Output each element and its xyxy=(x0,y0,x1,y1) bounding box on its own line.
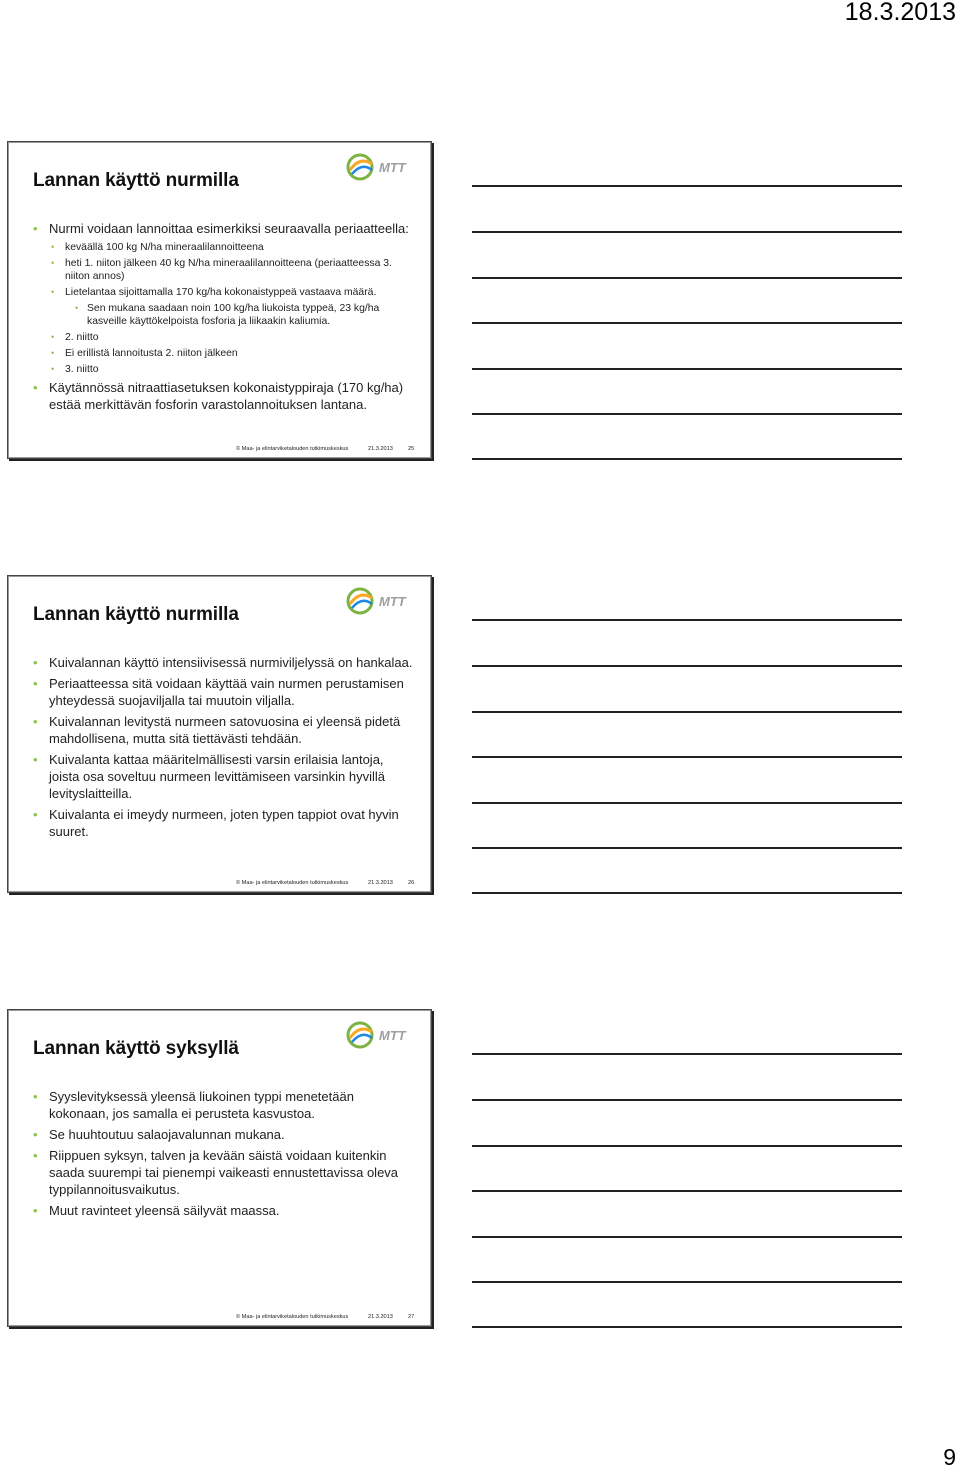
note-line xyxy=(472,1099,902,1101)
slide-title: Lannan käyttö syksyllä xyxy=(33,1038,239,1059)
bullet-item: • Syyslevityksessä yleensä liukoinen typpi menetetään kokonaan, jos samalla ei perusteta kasvustoa. xyxy=(32,1088,413,1122)
slide-title: Lannan käyttö nurmilla xyxy=(33,604,239,625)
footer-date: 21.3.2013 xyxy=(368,880,393,886)
slide-title: Lannan käyttö nurmilla xyxy=(33,170,239,191)
mtt-logo-icon xyxy=(346,1020,418,1050)
footer-slide-number: 27 xyxy=(408,1314,415,1320)
note-line xyxy=(472,413,902,415)
slide-content xyxy=(32,654,413,844)
note-line xyxy=(472,619,902,621)
footer-copyright: © Maa- ja elintarviketalouden tutkimuskeskus xyxy=(236,446,349,452)
bullet-item: • Kuivalannan käyttö intensiivisessä nurmiviljelyssä on hankalaa. xyxy=(32,654,413,671)
note-line xyxy=(472,711,902,713)
mtt-logo-icon xyxy=(346,586,418,616)
footer-date: 21.3.2013 xyxy=(368,446,393,452)
footer-slide-number: 25 xyxy=(408,446,415,452)
note-line xyxy=(472,892,902,894)
note-line xyxy=(472,802,902,804)
svg-text:MTT: MTT xyxy=(379,1028,406,1043)
slide-content xyxy=(32,1088,413,1223)
bullet-item: • Kuivalanta kattaa määritelmällisesti varsin erilaisia lantoja, joista osa soveltuu nurmeen levittämiseen varsinkin hyvillä levityslaitteilla. xyxy=(32,751,413,802)
mtt-logo-icon xyxy=(346,152,418,182)
footer-copyright: © Maa- ja elintarviketalouden tutkimuskeskus xyxy=(236,880,349,886)
footer-slide-number: 26 xyxy=(408,880,415,886)
note-line xyxy=(472,185,902,187)
bullet-item: • heti 1. niiton jälkeen 40 kg N/ha mineraalilannoitteena (periaatteessa 3. niiton annos) xyxy=(32,257,413,283)
bullet-item: • Lietelantaa sijoittamalla 170 kg/ha kokonaistyppeä vastaava määrä. xyxy=(32,286,413,299)
note-line xyxy=(472,1145,902,1147)
footer-copyright: © Maa- ja elintarviketalouden tutkimuskeskus xyxy=(236,1314,349,1320)
note-line xyxy=(472,1326,902,1328)
bullet-item: • Kuivalannan levitystä nurmeen satovuosina ei yleensä pidetä mahdollisena, mutta sitä tiettävästi tehdään. xyxy=(32,713,413,747)
bullet-item: • Sen mukana saadaan noin 100 kg/ha liukoista typpeä, 23 kg/ha kasveille käyttökelpoista fosforia ja liikaakin kaliumia. xyxy=(32,302,413,328)
note-line xyxy=(472,847,902,849)
bullet-item: • keväällä 100 kg N/ha mineraalilannoitteena xyxy=(32,241,413,254)
bullet-item: • Se huuhtoutuu salaojavalunnan mukana. xyxy=(32,1126,413,1143)
bullet-item: • Riippuen syksyn, talven ja kevään säistä voidaan kuitenkin saada suurempi tai pienempi vaikeasti ennustettavissa oleva typpilannoitusvaikutus. xyxy=(32,1147,413,1198)
slide-content xyxy=(32,220,413,417)
slide-25 xyxy=(7,141,432,459)
note-line xyxy=(472,458,902,460)
page-number: 9 xyxy=(943,1444,956,1470)
bullet-item: • Muut ravinteet yleensä säilyvät maassa. xyxy=(32,1202,413,1219)
svg-text:MTT: MTT xyxy=(379,594,406,609)
bullet-item: • 2. niitto xyxy=(32,331,413,344)
note-line xyxy=(472,368,902,370)
footer-date: 21.3.2013 xyxy=(368,1314,393,1320)
bullet-item: • Käytännössä nitraattiasetuksen kokonaistyppiraja (170 kg/ha) estää merkittävän fosforin varastolannoituksen lantana. xyxy=(32,379,413,413)
slide-26 xyxy=(7,575,432,893)
note-line xyxy=(472,1190,902,1192)
bullet-item: • Kuivalanta ei imeydy nurmeen, joten typen tappiot ovat hyvin suuret. xyxy=(32,806,413,840)
bullet-item: • Ei erillistä lannoitusta 2. niiton jälkeen xyxy=(32,347,413,360)
bullet-item: • Nurmi voidaan lannoittaa esimerkiksi seuraavalla periaatteella: xyxy=(32,220,413,237)
bullet-item: • 3. niitto xyxy=(32,363,413,376)
note-line xyxy=(472,1236,902,1238)
note-line xyxy=(472,277,902,279)
note-line xyxy=(472,665,902,667)
note-line xyxy=(472,231,902,233)
note-line xyxy=(472,1053,902,1055)
slide-27 xyxy=(7,1009,432,1327)
note-line xyxy=(472,322,902,324)
bullet-item: • Periaatteessa sitä voidaan käyttää vain nurmen perustamisen yhteydessä suojaviljalla tai muutoin viljalla. xyxy=(32,675,413,709)
note-line xyxy=(472,756,902,758)
svg-text:MTT: MTT xyxy=(379,160,406,175)
page-header-date: 18.3.2013 xyxy=(844,0,956,26)
note-line xyxy=(472,1281,902,1283)
